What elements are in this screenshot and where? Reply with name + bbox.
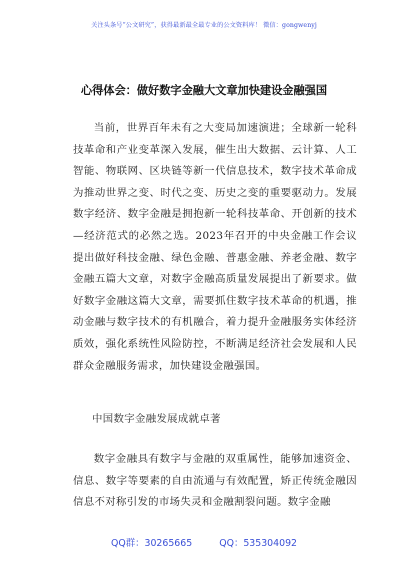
document-title: 心得体会：做好数字金融大文章加快建设金融强国	[80, 84, 328, 97]
section-heading: 中国数字金融发展成就卓著	[92, 413, 221, 425]
paragraph-section: 数字金融具有数字与金融的双重属性，能够加速资金、信息、数字等要素的自由流通与有效配置，矫正传统金融因信息不对称引发的市场失灵和金融割裂问题。数字金融	[73, 453, 357, 509]
header-banner: 关注头条号“公文研究”，获得最新最全最专业的公文资料库！ 微信：gongwenyj	[91, 22, 317, 29]
paragraph-intro: 当前，世界百年未有之大变局加速演进；全球新一轮科技革命和产业变革深入发展，催生出大数据、云计算、人工智能、物联网、区块链等新一代信息技术，数字技术革命成为推动世界之变、时代之变、历史之变的重要驱动力。发展数字经济、数字金融是拥抱新一轮科技革命、开创新的技术—经济范式的必然之选。2023年召开的中央金融工作会议提出做好科技金融、绿色金融、普惠金融、养老金融、数字金融五篇大文章，对数字金融高质量发展提出了新要求。做好数字金融这篇大文章，需要抓住数字技术革命的机遇，推动金融与数字技术的有机融合，着力提升金融服务实体经济质效，强化系统性风险防控，不断满足经济社会发展和人民群众金融服务需求，加快建设金融强国。	[73, 122, 357, 372]
footer-qq: QQ：535304092	[219, 538, 298, 549]
footer-contact	[0, 535, 408, 549]
body-section-2	[73, 449, 357, 514]
body-section-1	[73, 118, 357, 377]
footer-qq-group: QQ群：30265665	[110, 538, 193, 549]
